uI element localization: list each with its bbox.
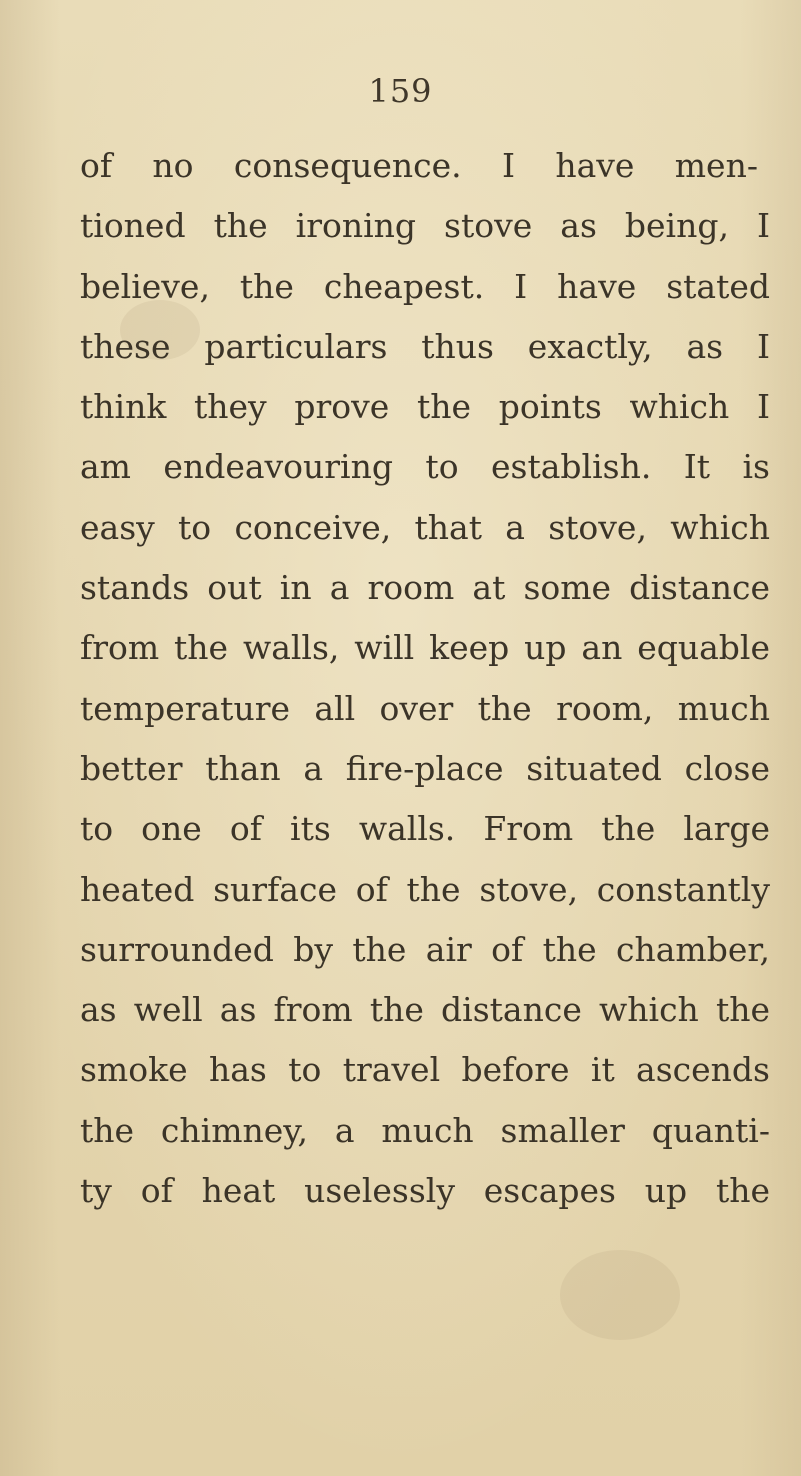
text-line: am endeavouring to establish. It is — [80, 447, 770, 487]
body-text — [80, 136, 770, 1221]
text-line: to one of its walls. From the large — [80, 809, 770, 849]
text-line: as well as from the distance which the — [80, 990, 770, 1030]
text-line: stands out in a room at some distance — [80, 568, 770, 608]
text-line: heated surface of the stove, constantly — [80, 869, 770, 909]
text-line: these particulars thus exactly, as I — [80, 326, 770, 366]
text-line: better than a fire-place situated close — [80, 748, 770, 788]
text-line: believe, the cheapest. I have stated — [80, 266, 770, 306]
page-number: 159 — [368, 72, 433, 110]
text-line: from the walls, will keep up an equable — [80, 628, 770, 668]
text-line: ty of heat uselessly escapes up the — [80, 1171, 770, 1211]
text-line: the chimney, a much smaller quanti- — [80, 1110, 770, 1150]
text-line: think they prove the points which I — [80, 387, 770, 427]
text-line: of no consequence. I have men- — [80, 146, 758, 185]
text-line: tioned the ironing stove as being, I — [80, 206, 770, 246]
text-line: surrounded by the air of the chamber, — [80, 929, 770, 969]
text-line: temperature all over the room, much — [80, 688, 770, 728]
text-line: easy to conceive, that a stove, which — [80, 507, 770, 547]
paper-stain — [560, 1250, 680, 1340]
text-line: smoke has to travel before it ascends — [80, 1050, 770, 1090]
